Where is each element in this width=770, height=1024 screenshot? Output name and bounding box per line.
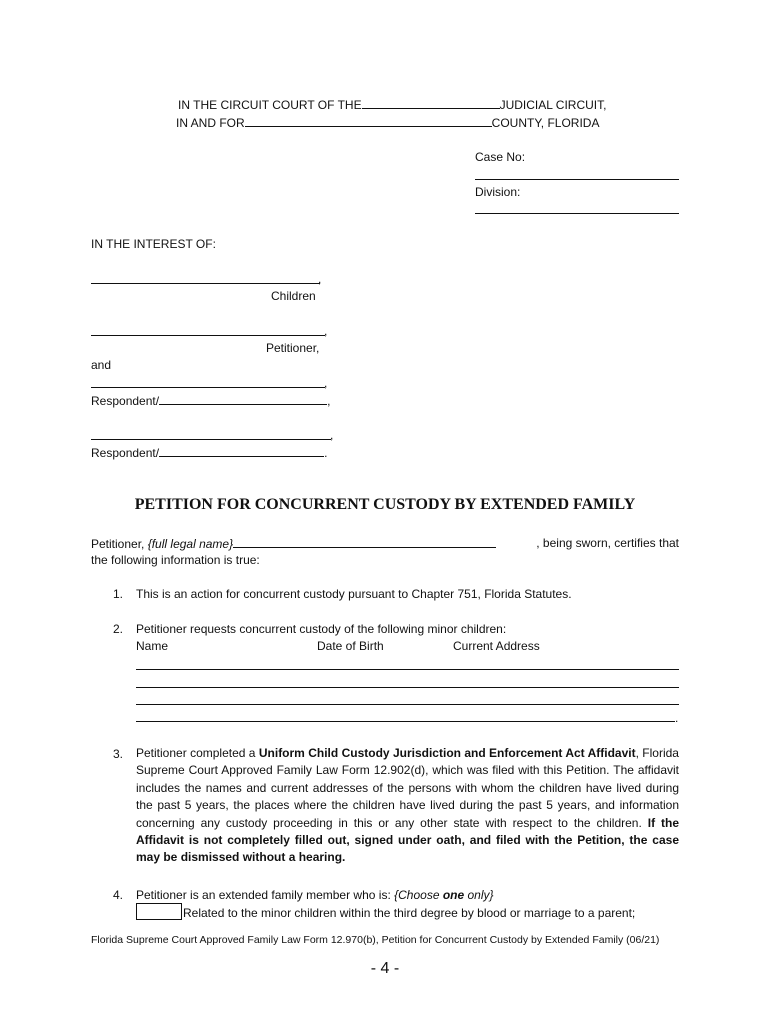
item-3-warning: If the Affidavit is not completely filled out, signed under oath, and filed with the Petition, the case may be dismissed without a hearing. — [136, 815, 680, 865]
children-row-1-field[interactable] — [136, 669, 679, 670]
period: . — [675, 711, 679, 725]
item-2-text: Petitioner requests concurrent custody of the following minor children: — [136, 622, 507, 636]
item-3-affidavit-name: Uniform Child Custody Jurisdiction and Enforcement Act Affidavit — [258, 746, 636, 760]
in-and-for-text: IN AND FOR — [176, 116, 245, 130]
comma: , — [324, 324, 328, 338]
intro-line-2: the following information is true: — [91, 553, 260, 567]
circuit-text: JUDICIAL CIRCUIT, — [499, 98, 607, 112]
respondent-label: Respondent/ — [91, 446, 160, 460]
item-4-lead: Petitioner is an extended family member who is: — [136, 888, 395, 902]
period: . — [324, 446, 328, 460]
petitioner-full-name-field[interactable] — [233, 536, 496, 548]
respondent1-role-field[interactable] — [159, 393, 327, 405]
children-label: Children — [271, 289, 316, 303]
petitioner-word: Petitioner, — [91, 537, 145, 551]
item-1-text: This is an action for concurrent custody pursuant to Chapter 751, Florida Statutes. — [136, 587, 572, 601]
respondent2-name-field[interactable] — [91, 439, 331, 440]
item-3-part-c: , Florida Supreme Court Approved Family Law Form 12.902(d), which was filed with this Petition. The affidavit includes the names and current addresses of the persons with whom the children have lived during the past 5 years, the places where the children have lived during the past 5 years, and information concerning any custody proceeding in this or any other state with respect to the children. — [136, 746, 679, 830]
item-3-text — [136, 745, 679, 867]
children-row-2-field[interactable] — [136, 687, 679, 688]
case-no-field[interactable] — [475, 179, 679, 180]
comma: , — [318, 272, 322, 286]
circuit-blank[interactable] — [362, 97, 500, 109]
children-row-3-field[interactable] — [136, 704, 679, 705]
column-date-of-birth: Date of Birth — [317, 639, 384, 653]
petitioner-name-field[interactable] — [91, 335, 325, 336]
intro-line — [91, 536, 679, 551]
form-footer: Florida Supreme Court Approved Family Law Form 12.970(b), Petition for Concurrent Custody by Extended Family (06/21) — [91, 934, 660, 946]
court-text: IN THE CIRCUIT COURT OF THE — [178, 98, 362, 112]
column-name: Name — [136, 639, 169, 653]
comma: , — [324, 376, 328, 390]
being-sworn-text: , being sworn, certifies that — [536, 536, 679, 550]
county-blank[interactable] — [245, 115, 492, 127]
item-number-1: 1. — [113, 587, 124, 601]
comma: , — [327, 394, 331, 408]
page-number: - 4 - — [370, 960, 400, 977]
item-number-2: 2. — [113, 622, 124, 636]
respondent1-name-field[interactable] — [91, 387, 325, 388]
court-line — [178, 97, 606, 112]
children-row-4-field[interactable] — [136, 721, 675, 722]
comma: , — [330, 428, 334, 442]
option-1-text: Related to the minor children within the third degree by blood or marriage to a parent; — [183, 906, 636, 920]
item-number-4: 4. — [113, 888, 124, 902]
item-3-part-a: Petitioner completed a — [136, 746, 259, 760]
respondent1-line — [91, 393, 330, 408]
county-line — [176, 115, 599, 130]
county-text: COUNTY, FLORIDA — [491, 116, 600, 130]
column-current-address: Current Address — [453, 639, 540, 653]
respondent-label: Respondent/ — [91, 394, 160, 408]
form-title: PETITION FOR CONCURRENT CUSTODY BY EXTENDED FAMILY — [134, 496, 636, 513]
choose-hint: {Choose one only} — [394, 888, 494, 902]
item-number-3: 3. — [113, 747, 124, 761]
division-field[interactable] — [475, 213, 679, 214]
and-label: and — [91, 358, 112, 372]
children-name-field[interactable] — [91, 283, 320, 284]
respondent2-line — [91, 445, 327, 460]
interest-of-label: IN THE INTEREST OF: — [91, 237, 216, 251]
option-1-checkbox[interactable] — [136, 903, 182, 920]
division-label: Division: — [475, 185, 521, 199]
full-legal-name-hint: {full legal name} — [147, 537, 234, 551]
petitioner-label: Petitioner, — [266, 341, 320, 355]
case-no-label: Case No: — [475, 150, 526, 164]
respondent2-role-field[interactable] — [159, 445, 324, 457]
item-4-text — [136, 888, 494, 902]
